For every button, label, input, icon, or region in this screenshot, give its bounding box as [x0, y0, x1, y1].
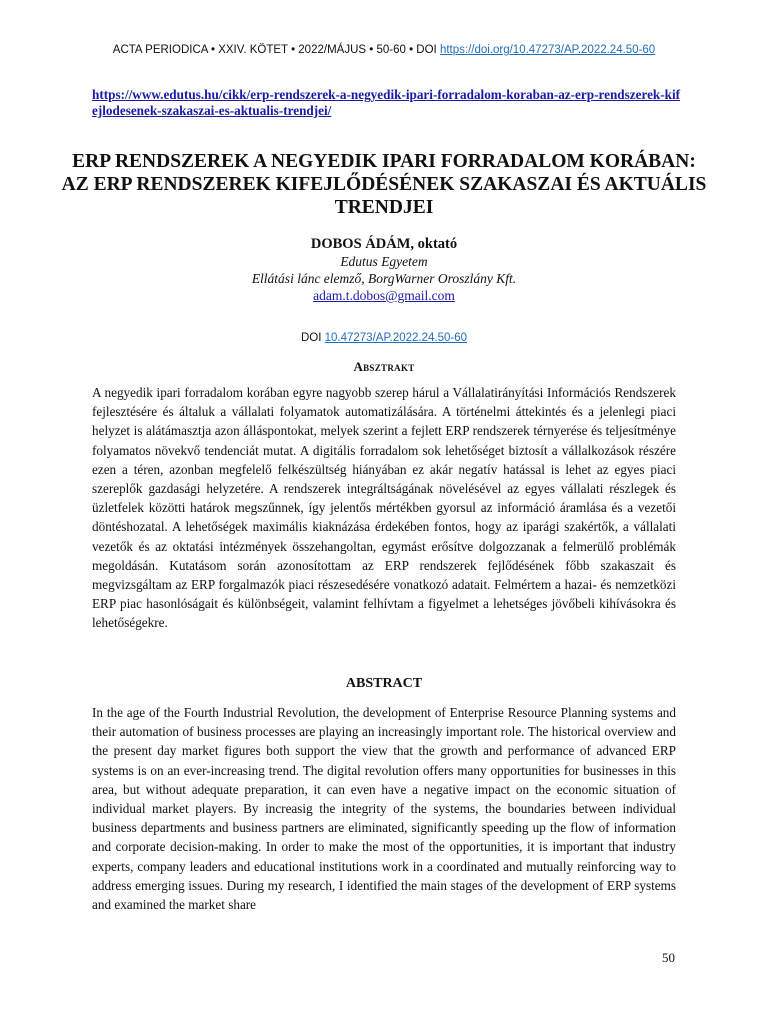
- doi-line: [0, 332, 768, 344]
- doi-link[interactable]: 10.47273/AP.2022.24.50-60: [324, 332, 468, 344]
- abstract-hu-text: A negyedik ipari forradalom korában egyre nagyobb szerep hárul a Vállalatirányítási Információs Rendszerek fejlesztésére és általuk a vállalati folyamatok automatizálására. A történelmi áttekintés és a jelenlegi piaci helyzet is alátámasztja azon álláspontokat, melyek szerint a fejlett ERP rendszerek térnyerése és teljesítménye folyamatos növekvő tendenciát mutat. A digitális forradalom sok lehetőséget biztosít a vállalkozások részére ezen a téren, azonban megfelelő felkészültség hiányában ez akár negatív hatással is lehet az egyes piaci szereplők gazdasági helyzetére. A rendszerek integráltságának növelésével az egyes vállalati részlegek és üzletfelek közötti határok megszűnnek, így jelentős mértékben gyorsul az információ áramlása és a vezetői döntéshozatal. A lehetőségek maximális kiaknázása érdekében fontos, hogy az iparági szakértők, a vállalati vezetők és az oktatási intézmények összehangoltan, egymást erősítve dolgozzanak a felmerülő problémák megoldásán. Kutatásom során azonosítottam az ERP rendszerek fejlődésének főbb szakaszait és megvizsgáltam az ERP forgalmazók piaci részesedésére vonatkozó adatait. Felmértem a hazai- és nemzetközi ERP piac hasonlóságait és különbségeit, valamint felhívtam a figyelmet a lehetséges jövőbeli kihívásokra és lehetőségekre.: [92, 385, 676, 631]
- source-url-link[interactable]: https://www.edutus.hu/cikk/erp-rendszerek-a-negyedik-ipari-forradalom-koraban-az-erp-rendszerek-kifejlodesenek-szakaszai-es-aktualis-trendjei/: [92, 87, 681, 118]
- abstract-en-heading: ABSTRACT: [345, 676, 423, 691]
- page-number: 50: [662, 950, 675, 965]
- abstract-en-text: In the age of the Fourth Industrial Revolution, the development of Enterprise Resource Planning systems and their automation of business processes are playing an increasingly important role. The historical overview and the present day market figures both support the view that the growth and performance of advanced ERP systems is on an ever-increasing trend. The digital revolution offers many opportunities for businesses in this area, but without adequate preparation, it can even have a negative impact on the economic situation of individual market players. By increasig the integrity of the systems, the boundaries between individual business departments and business partners are eliminated, significantly speeding up the flow of information and corporate decision-making. In order to make the most of the opportunities, it is important that industry experts, company leaders and educational institutions work in a coordinated and mutually reinforcing way to address emerging issues. During my research, I identified the main stages of the development of ERP systems and examined the market share: [92, 705, 676, 913]
- doi-label: DOI: [300, 332, 325, 344]
- header-doi-link[interactable]: https://doi.org/10.47273/AP.2022.24.50-60: [439, 44, 656, 56]
- author-email: [0, 288, 768, 304]
- author-affiliation-company: Ellátási lánc elemző, BorgWarner Oroszlány Kft.: [251, 271, 517, 286]
- journal-header: [0, 44, 768, 56]
- article-title: ERP RENDSZEREK A NEGYEDIK IPARI FORRADALOM KORÁBAN: AZ ERP RENDSZEREK KIFEJLŐDÉSÉNEK SZAKASZAI ÉS AKTUÁLIS TRENDJEI: [61, 151, 707, 218]
- journal-line: ACTA PERIODICA • XXIV. KÖTET • 2022/MÁJUS • 50-60 • DOI: [112, 44, 440, 56]
- author-name: DOBOS ÁDÁM, oktató: [310, 236, 458, 252]
- abstract-hu-heading: Absztrakt: [353, 359, 415, 374]
- author-email-link[interactable]: adam.t.dobos@gmail.com: [313, 288, 455, 303]
- author-affiliation-university: Edutus Egyetem: [340, 254, 428, 269]
